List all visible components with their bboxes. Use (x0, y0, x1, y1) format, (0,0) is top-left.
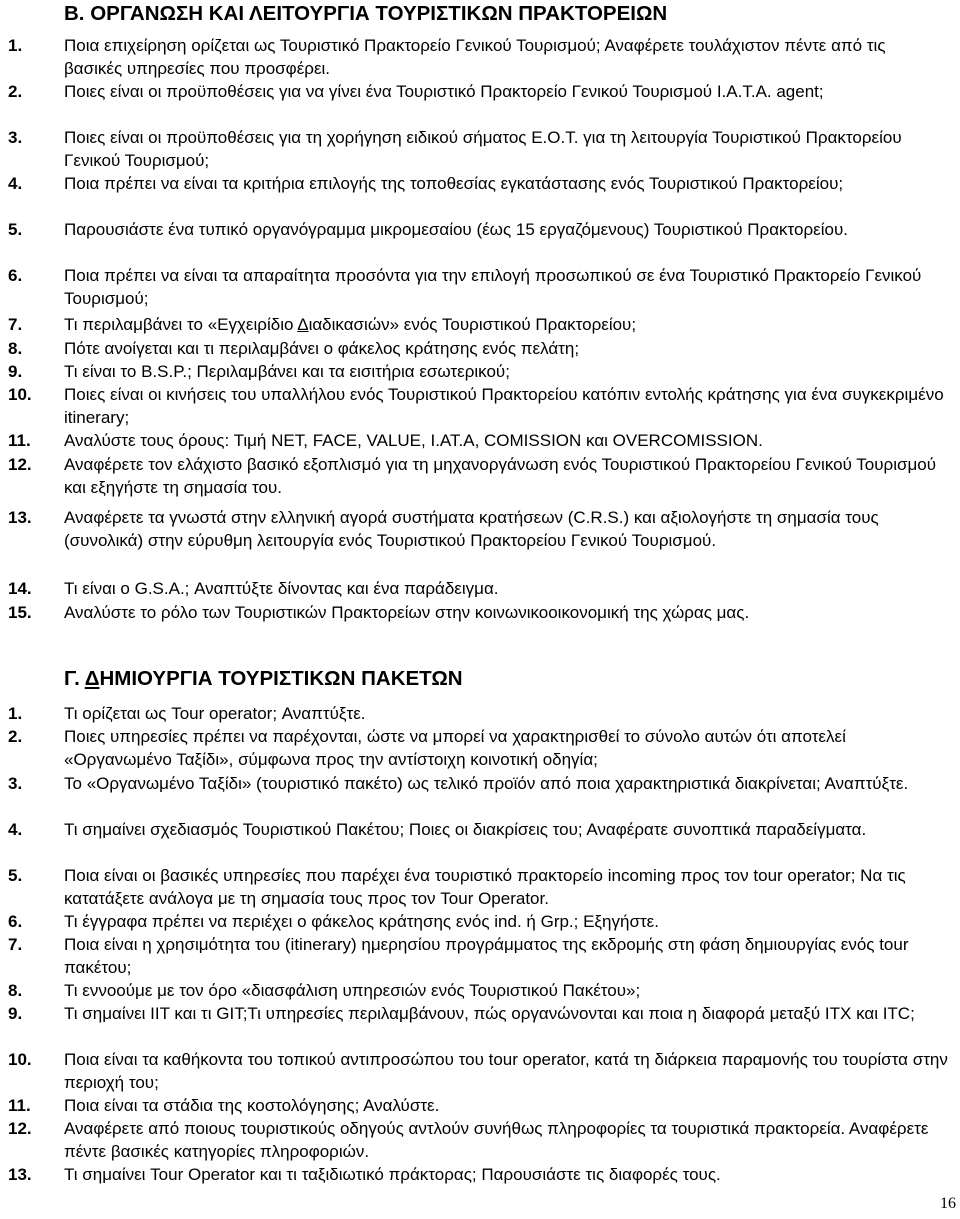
item-number: 8. (8, 339, 23, 358)
item-number: 6. (8, 912, 23, 931)
item-number: 2. (8, 82, 23, 101)
item-text: Ποια πρέπει να είναι τα κριτήρια επιλογής της τοποθεσίας εγκατάστασης ενός Τουριστικού Πρακτορείου; (64, 174, 844, 193)
item-number: 2. (8, 727, 23, 746)
item-number: 12. (8, 455, 32, 474)
list-item (8, 772, 948, 795)
list-item (8, 429, 948, 452)
item-text-part: ιαδικασιών» ενός Τουριστικού Πρακτορείου; (308, 315, 637, 334)
item-text: Τι είναι ο G.S.A.; Αναπτύξτε δίνοντας και ένα παράδειγμα. (64, 579, 499, 598)
item-text: Ποιες είναι οι προϋποθέσεις για τη χορήγηση ειδικού σήματος Ε.Ο.Τ. για τη λειτουργία Τουριστικού Πρακτορείου Γενικού Τουρισμού; (64, 128, 902, 170)
item-number: 9. (8, 362, 23, 381)
item-number: 13. (8, 1165, 32, 1184)
list-item (8, 383, 948, 429)
section-title-part: Γ. (64, 667, 85, 690)
item-number: 9. (8, 1004, 23, 1023)
item-text: Ποια επιχείρηση ορίζεται ως Τουριστικό Πρακτορείο Γενικού Τουρισμού; Αναφέρετε τουλάχιστον πέντε από τις βασικές υπηρεσίες που προσφέρει. (64, 36, 886, 78)
list-item (8, 702, 948, 725)
list-item (8, 172, 948, 195)
item-text: Τι εννοούμε με τον όρο «διασφάλιση υπηρεσιών ενός Τουριστικού Πακέτου»; (64, 981, 641, 1000)
item-text: Αναλύστε τους όρους: Τιμή ΝΕΤ, FACE, VALUE, Ι.ΑΤ.Α, COMISSION και OVERCOMISSION. (64, 431, 763, 450)
list-item (8, 933, 948, 979)
underlined-letter: Δ (84, 667, 100, 690)
item-text (64, 313, 948, 336)
section-b-title: Β. ΟΡΓΑΝΩΣΗ ΚΑΙ ΛΕΙΤΟΥΡΓΙΑ ΤΟΥΡΙΣΤΙΚΩΝ ΠΡΑΚΤΟΡΕΙΩΝ (64, 2, 668, 25)
item-number: 13. (8, 508, 32, 527)
list-item (8, 126, 948, 172)
list-item (8, 34, 948, 80)
list-item (8, 1094, 948, 1117)
item-number: 3. (8, 774, 23, 793)
item-text: Ποια είναι τα στάδια της κοστολόγησης; Αναλύστε. (64, 1096, 440, 1115)
item-text: Τι σημαίνει σχεδιασμός Τουριστικού Πακέτου; Ποιες οι διακρίσεις του; Αναφέρατε συνοπτικά παραδείγματα. (64, 820, 867, 839)
item-number: 5. (8, 866, 23, 885)
item-number: 3. (8, 128, 23, 147)
list-item (8, 979, 948, 1002)
list-item (8, 313, 948, 336)
item-number: 10. (8, 1050, 32, 1069)
item-text: Ποιες υπηρεσίες πρέπει να παρέχονται, ώστε να μπορεί να χαρακτηρισθεί το σύνολο αυτών ότι αποτελεί «Οργανωμένο Ταξίδι», σύμφωνα προς την αντίστοιχη κοινοτική οδηγία; (64, 727, 846, 769)
list-item (8, 818, 948, 841)
item-number: 10. (8, 385, 32, 404)
list-item (8, 1002, 948, 1025)
item-number: 1. (8, 36, 23, 55)
item-text-part: Τι περιλαμβάνει το «Εγχειρίδιο (64, 315, 298, 334)
item-number: 5. (8, 220, 23, 239)
list-item (8, 80, 948, 103)
item-text: Παρουσιάστε ένα τυπικό οργανόγραμμα μικρομεσαίου (έως 15 εργαζόμενους) Τουριστικού Πρακτορείου. (64, 220, 848, 239)
list-item (8, 910, 948, 933)
item-text: Αναλύστε το ρόλο των Τουριστικών Πρακτορείων στην κοινωνικοοικονομική της χώρας μας. (64, 603, 750, 622)
list-item (8, 264, 948, 310)
list-item (8, 337, 948, 360)
list-item (8, 1117, 948, 1163)
item-text: Τι σημαίνει Tour Operator και τι ταξιδιωτικό πράκτορας; Παρουσιάστε τις διαφορές τους. (64, 1165, 721, 1184)
item-number: 15. (8, 603, 32, 622)
item-text: Ποια πρέπει να είναι τα απαραίτητα προσόντα για την επιλογή προσωπικού σε ένα Τουριστικό Πρακτορείο Γενικού Τουρισμού; (64, 266, 922, 308)
list-item (8, 577, 948, 600)
item-text: Ποια είναι η χρησιμότητα του (itinerary) ημερησίου προγράμματος της εκδρομής στη φάση δημιουργίας ενός tour πακέτου; (64, 935, 909, 977)
item-text: Τι έγγραφα πρέπει να περιέχει ο φάκελος κράτησης ενός ind. ή Grp.; Εξηγήστε. (64, 912, 659, 931)
section-title-part: ΗΜΙΟΥΡΓΙΑ ΤΟΥΡΙΣΤΙΚΩΝ ΠΑΚΕΤΩΝ (99, 667, 463, 690)
item-number: 6. (8, 266, 23, 285)
item-number: 1. (8, 704, 23, 723)
list-item (8, 864, 948, 910)
list-item (8, 1048, 948, 1094)
item-number: 4. (8, 820, 23, 839)
item-text: Ποια είναι οι βασικές υπηρεσίες που παρέχει ένα τουριστικό πρακτορείο incoming προς τον tour operator; Να τις κατατάξετε ανάλογα με τη σημασία τους προς τον Tour Operator. (64, 866, 906, 908)
list-item (8, 218, 948, 241)
section-c-title (64, 667, 463, 691)
underlined-letter: Δ (297, 315, 309, 334)
list-item (8, 360, 948, 383)
item-text: Τι σημαίνει IIT και τι GIT;Τι υπηρεσίες περιλαμβάνουν, πώς οργανώνονται και ποια η διαφορά μεταξύ ITX και ITC; (64, 1004, 915, 1023)
item-text: Αναφέρετε από ποιους τουριστικούς οδηγούς αντλούν συνήθως πληροφορίες τα τουριστικά πρακτορεία. Αναφέρετε πέντε βασικές κατηγορίες πληροφοριών. (64, 1119, 929, 1161)
item-text: Τι είναι το B.S.P.; Περιλαμβάνει και τα εισιτήρια εσωτερικού; (64, 362, 510, 381)
item-text: Το «Οργανωμένο Ταξίδι» (τουριστικό πακέτο) ως τελικό προϊόν από ποια χαρακτηριστικά διακρίνεται; Αναπτύξτε. (64, 774, 909, 793)
item-number: 11. (8, 431, 31, 450)
item-text: Αναφέρετε τον ελάχιστο βασικό εξοπλισμό για τη μηχανοργάνωση ενός Τουριστικού Πρακτορείου Γενικού Τουρισμού και εξηγήστε τη σημασία του. (64, 455, 937, 497)
list-item (8, 506, 948, 552)
list-item (8, 453, 948, 499)
list-item (8, 1163, 948, 1186)
item-number: 8. (8, 981, 23, 1000)
item-number: 4. (8, 174, 23, 193)
item-text: Αναφέρετε τα γνωστά στην ελληνική αγορά συστήματα κρατήσεων (C.R.S.) και αξιολογήστε τη σημασία τους (συνολικά) στην εύρυθμη λειτουργία ενός Τουριστικού Πρακτορείου Γενικού Τουρισμού. (64, 508, 879, 550)
item-text: Πότε ανοίγεται και τι περιλαμβάνει ο φάκελος κράτησης ενός πελάτη; (64, 339, 580, 358)
item-number: 7. (8, 315, 23, 334)
item-number: 12. (8, 1119, 32, 1138)
list-item (8, 725, 948, 771)
item-text: Ποιες είναι οι προϋποθέσεις για να γίνει ένα Τουριστικό Πρακτορείο Γενικού Τουρισμού Ι.Α.Τ.Α. agent; (64, 82, 824, 101)
item-number: 14. (8, 579, 32, 598)
item-text: Τι ορίζεται ως Tour operator; Αναπτύξτε. (64, 704, 366, 723)
list-item (8, 601, 948, 624)
item-number: 7. (8, 935, 23, 954)
page-number: 16 (940, 1195, 956, 1212)
item-text: Ποια είναι τα καθήκοντα του τοπικού αντιπροσώπου του tour operator, κατά τη διάρκεια παραμονής του τουρίστα στην περιοχή του; (64, 1050, 948, 1092)
item-text: Ποιες είναι οι κινήσεις του υπαλλήλου ενός Τουριστικού Πρακτορείου κατόπιν εντολής κράτησης για ένα συγκεκριμένο itinerary; (64, 385, 944, 427)
item-number: 11. (8, 1096, 31, 1115)
